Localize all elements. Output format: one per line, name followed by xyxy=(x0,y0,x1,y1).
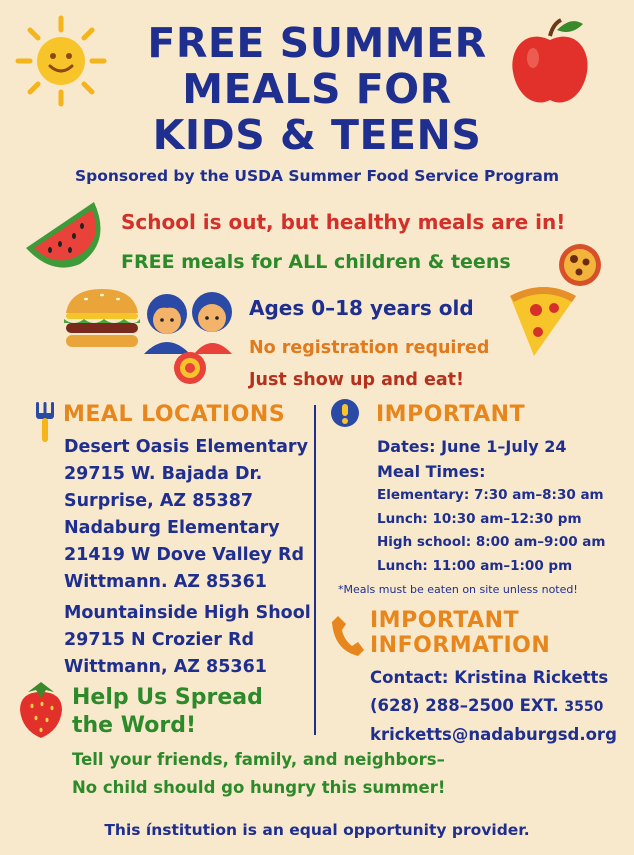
contact-info xyxy=(370,664,617,749)
alert-icon xyxy=(330,398,360,428)
tagline-show-up: Just show up and eat! xyxy=(249,370,464,390)
title-line: KIDS & TEENS xyxy=(152,111,482,159)
meal-locations-heading: MEAL LOCATIONS xyxy=(63,402,286,427)
important-heading: IMPORTANT xyxy=(376,402,526,427)
site-city: Wittmann. AZ 85361 xyxy=(64,572,267,592)
tagline-no-registration: No registration required xyxy=(249,338,490,358)
phone-icon xyxy=(330,614,364,658)
tagline-ages: Ages 0–18 years old xyxy=(249,296,474,320)
tagline-school-out: School is out, but healthy meals are in! xyxy=(121,210,566,234)
strawberry-icon xyxy=(16,678,66,740)
site-name: Nadaburg Elementary xyxy=(64,518,280,538)
site-street: 21419 W Dove Valley Rd xyxy=(64,545,305,565)
site-city: Surprise, AZ 85387 xyxy=(64,491,254,511)
fork-icon xyxy=(34,400,56,444)
footer-statement: This ínstitution is an equal opportunity provider. xyxy=(104,821,530,839)
watermelon-icon xyxy=(20,196,110,276)
spread-heading-line: Help Us Spread xyxy=(72,685,263,710)
meal-time-row: Lunch: 10:30 am–12:30 pm xyxy=(377,510,582,527)
spread-heading xyxy=(72,684,263,740)
location-site xyxy=(64,515,311,596)
contact-email: kricketts@nadaburgsd.org xyxy=(370,725,617,744)
meal-note: *Meals must be eaten on site unless noted! xyxy=(338,583,578,596)
meal-locations-list xyxy=(64,434,311,681)
meal-times-label: Meal Times: xyxy=(377,462,486,481)
site-name: Mountainside High Shool xyxy=(64,603,311,623)
spread-body-line: No child should go hungry this summer! xyxy=(72,778,446,797)
burger-icon xyxy=(62,285,142,355)
spread-body-line: Tell your friends, family, and neighbors– xyxy=(72,750,445,769)
tagline-free-meals: FREE meals for ALL children & teens xyxy=(121,251,511,273)
contact-phone: (628) 288–2500 EXT. xyxy=(370,696,559,715)
column-divider xyxy=(314,405,316,735)
site-name: Desert Oasis Elementary xyxy=(64,437,308,457)
meal-time-row: High school: 8:00 am–9:00 am xyxy=(377,534,606,550)
spread-body xyxy=(72,746,445,802)
meal-time-row: Lunch: 11:00 am–1:00 pm xyxy=(377,557,573,574)
info-heading-line: INFORMATION xyxy=(370,633,551,658)
contact-ext: 3550 xyxy=(564,699,604,715)
site-city: Wittmann, AZ 85361 xyxy=(64,657,267,677)
contact-name: Contact: Kristina Ricketts xyxy=(370,668,609,687)
info-heading-line: IMPORTANT xyxy=(370,608,520,633)
meal-time-row: Elementary: 7:30 am–8:30 am xyxy=(377,487,604,503)
sun-icon xyxy=(14,14,108,108)
dates: Dates: June 1–July 24 xyxy=(377,437,567,456)
kids-icon xyxy=(140,290,240,386)
site-street: 29715 W. Bajada Dr. xyxy=(64,464,263,484)
location-site xyxy=(64,434,311,515)
location-site xyxy=(64,600,311,681)
page-title xyxy=(110,20,524,158)
pizza-icon xyxy=(506,280,582,360)
important-details xyxy=(377,434,606,578)
spread-heading-line: the Word! xyxy=(72,713,196,738)
info-heading xyxy=(370,608,550,658)
title-line: MEALS FOR xyxy=(182,65,452,113)
title-line: FREE SUMMER xyxy=(147,19,487,67)
site-street: 29715 N Crozier Rd xyxy=(64,630,254,650)
sponsor-subtitle: Sponsored by the USDA Summer Food Service Program xyxy=(74,167,560,185)
